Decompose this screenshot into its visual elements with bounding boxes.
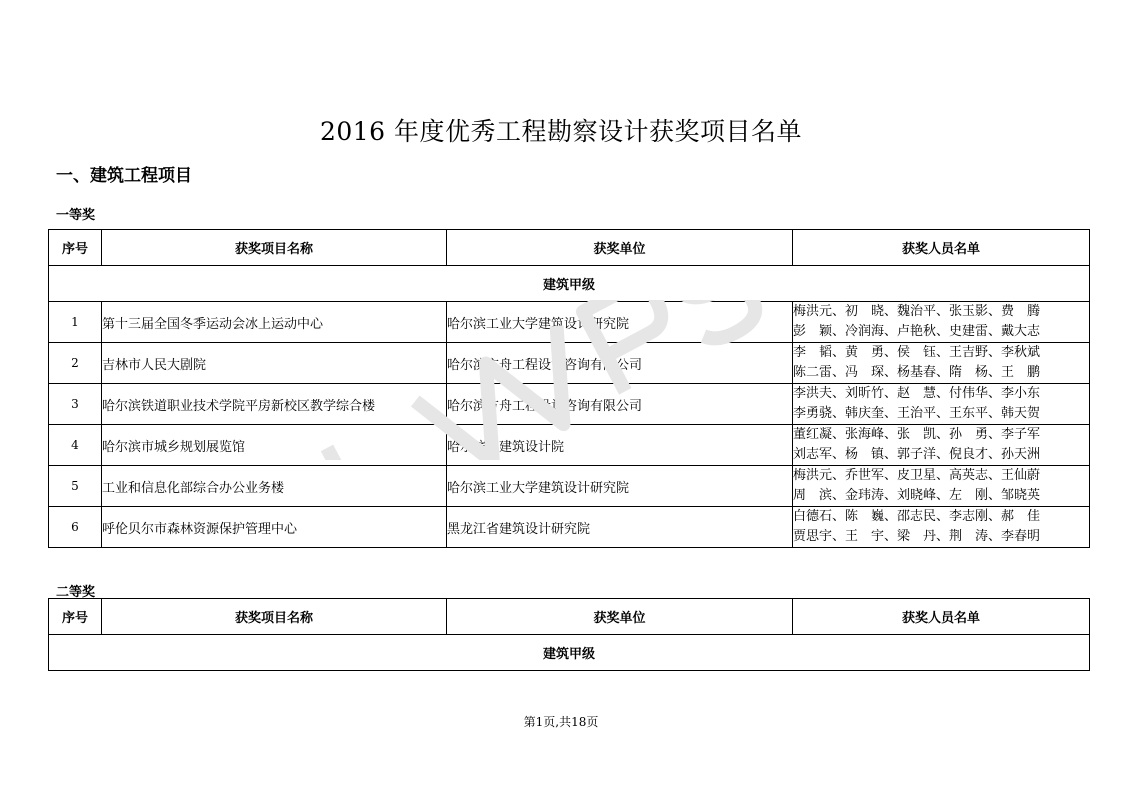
row-unit: 哈尔滨方舟工程设计咨询有限公司 bbox=[447, 384, 793, 425]
table-row bbox=[49, 384, 1090, 425]
row-people bbox=[793, 425, 1090, 466]
row-project: 工业和信息化部综合办公业务楼 bbox=[102, 466, 447, 507]
row-no: 2 bbox=[49, 343, 102, 384]
first-prize-label: 一等奖 bbox=[56, 208, 96, 223]
table-header-row bbox=[49, 230, 1090, 266]
people-line: 白德石、陈 巍、邵志民、李志刚、郝 佳 bbox=[793, 509, 1041, 524]
row-project: 哈尔滨铁道职业技术学院平房新校区教学综合楼 bbox=[102, 384, 447, 425]
header-unit: 获奖单位 bbox=[447, 230, 793, 266]
people-line: 彭 颖、冷润海、卢艳秋、史建雷、戴大志 bbox=[793, 324, 1041, 339]
row-unit: 哈尔滨市建筑设计院 bbox=[447, 425, 793, 466]
page-title: 2016 年度优秀工程勘察设计获奖项目名单 bbox=[319, 117, 803, 146]
people-line: 刘志军、杨 镇、郭子洋、倪良才、孙天洲 bbox=[793, 447, 1041, 462]
table-row bbox=[49, 343, 1090, 384]
category-row bbox=[49, 635, 1090, 671]
row-people bbox=[793, 507, 1090, 548]
header-people: 获奖人员名单 bbox=[793, 230, 1090, 266]
second-prize-table bbox=[48, 598, 1090, 671]
row-project: 吉林市人民大剧院 bbox=[102, 343, 447, 384]
row-project: 呼伦贝尔市森林资源保护管理中心 bbox=[102, 507, 447, 548]
row-unit: 哈尔滨工业大学建筑设计研究院 bbox=[447, 302, 793, 343]
people-line: 董红凝、张海峰、张 凯、孙 勇、李子军 bbox=[793, 427, 1041, 442]
people-line: 陈二雷、冯 琛、杨基春、隋 杨、王 鹏 bbox=[793, 365, 1041, 380]
header-unit: 获奖单位 bbox=[447, 599, 793, 635]
row-people bbox=[793, 384, 1090, 425]
header-no: 序号 bbox=[49, 230, 102, 266]
row-no: 5 bbox=[49, 466, 102, 507]
table-row bbox=[49, 507, 1090, 548]
category-label: 建筑甲级 bbox=[49, 635, 1090, 671]
people-line: 李勇骁、韩庆奎、王治平、王东平、韩天贺 bbox=[793, 406, 1041, 421]
table-row bbox=[49, 302, 1090, 343]
header-people: 获奖人员名单 bbox=[793, 599, 1090, 635]
table-row bbox=[49, 425, 1090, 466]
table-row bbox=[49, 466, 1090, 507]
row-people bbox=[793, 466, 1090, 507]
row-no: 1 bbox=[49, 302, 102, 343]
row-people bbox=[793, 343, 1090, 384]
people-line: 梅洪元、乔世军、皮卫星、高英志、王仙蔚 bbox=[793, 468, 1041, 483]
row-project: 第十三届全国冬季运动会冰上运动中心 bbox=[102, 302, 447, 343]
row-no: 6 bbox=[49, 507, 102, 548]
people-line: 梅洪元、初 晓、魏治平、张玉影、费 腾 bbox=[793, 304, 1041, 319]
row-unit: 哈尔滨方舟工程设计咨询有限公司 bbox=[447, 343, 793, 384]
people-line: 李 韬、黄 勇、侯 钰、王吉野、李秋斌 bbox=[793, 345, 1041, 360]
section-heading: 一、建筑工程项目 bbox=[56, 166, 192, 186]
row-no: 4 bbox=[49, 425, 102, 466]
people-line: 周 滨、金玮涛、刘晓峰、左 刚、邹晓英 bbox=[793, 488, 1041, 503]
first-prize-table bbox=[48, 229, 1090, 548]
header-project: 获奖项目名称 bbox=[102, 230, 447, 266]
table-header-row bbox=[49, 599, 1090, 635]
row-people bbox=[793, 302, 1090, 343]
row-project: 哈尔滨市城乡规划展览馆 bbox=[102, 425, 447, 466]
row-no: 3 bbox=[49, 384, 102, 425]
page-footer: 第1页,共18页 bbox=[523, 715, 599, 729]
row-unit: 哈尔滨工业大学建筑设计研究院 bbox=[447, 466, 793, 507]
people-line: 贾思宇、王 宇、梁 丹、荆 涛、李春明 bbox=[793, 529, 1041, 544]
header-no: 序号 bbox=[49, 599, 102, 635]
people-line: 李洪夫、刘昕竹、赵 慧、付伟华、李小东 bbox=[793, 386, 1041, 401]
header-project: 获奖项目名称 bbox=[102, 599, 447, 635]
second-prize-label: 二等奖 bbox=[56, 585, 96, 600]
row-unit: 黑龙江省建筑设计研究院 bbox=[447, 507, 793, 548]
category-row bbox=[49, 266, 1090, 302]
category-label: 建筑甲级 bbox=[49, 266, 1090, 302]
